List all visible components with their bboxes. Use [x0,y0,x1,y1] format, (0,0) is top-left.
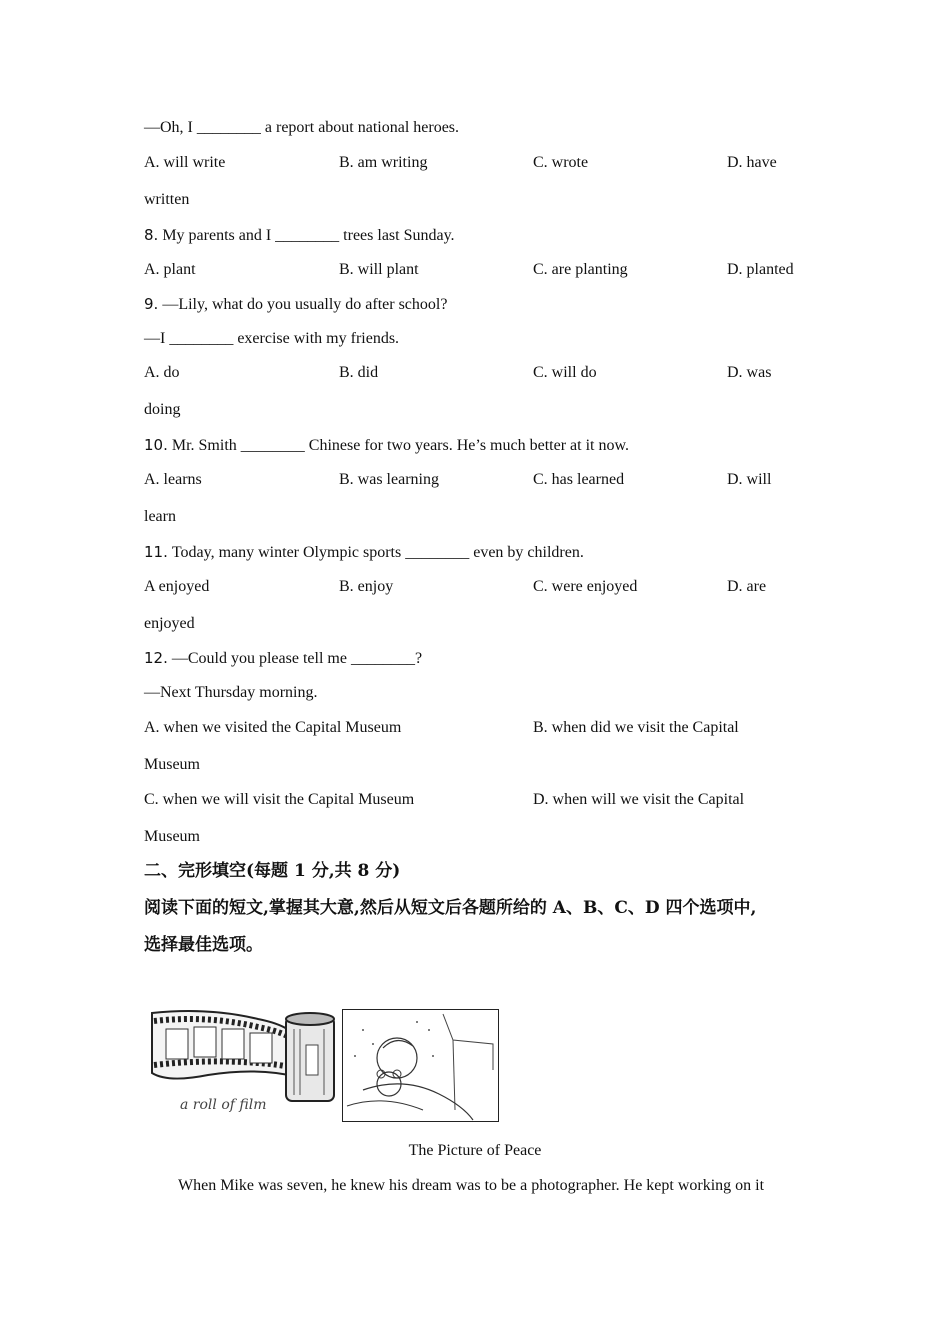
q8-stem-text: My parents and I ________ trees last Sunday. [162,227,455,244]
q11-option-b: B. enjoy [339,578,394,595]
q9-stem [144,294,447,315]
q10-option-b: B. was learning [339,471,439,488]
q11-option-d-wrap: enjoyed [144,615,195,632]
q7-option-d-wrap: written [144,191,190,208]
section-heading: 二、完形填空(每题 1 分,共 8 分) [144,861,401,881]
q10-number: 10. [144,436,168,454]
q12-option-c: C. when we will visit the Capital Museum [144,791,415,808]
q12-option-a: A. when we visited the Capital Museum [144,719,402,736]
passage-title: The Picture of Peace [408,1142,542,1159]
section-instruction-line1: 阅读下面的短文,掌握其大意,然后从短文后各题所给的 A、B、C、D 四个选项中, [144,898,757,918]
q12-option-b-wrap: Museum [144,756,200,773]
film-caption: a roll of film [180,1097,267,1113]
q7-option-a: A. will write [144,154,226,171]
film-roll-illustration [148,1005,340,1123]
q12-stem [144,648,422,669]
q12-option-d: D. when will we visit the Capital [533,791,745,808]
q11-option-d: D. are [727,578,767,595]
q9-stem-line2: —I ________ exercise with my friends. [144,330,400,347]
q11-option-a: A enjoyed [144,578,210,595]
q11-stem [144,542,584,563]
q8-option-b: B. will plant [339,261,419,278]
q12-stem-line2: —Next Thursday morning. [144,684,318,701]
q10-option-d: D. will [727,471,772,488]
q10-option-a: A. learns [144,471,202,488]
q9-option-d: D. was [727,364,772,381]
q9-number: 9. [144,295,159,313]
q8-option-a: A. plant [144,261,196,278]
q9-stem-text: —Lily, what do you usually do after school? [162,296,448,313]
q11-option-c: C. were enjoyed [533,578,638,595]
section-instruction-line2: 选择最佳选项。 [144,935,263,955]
q9-option-a: A. do [144,364,180,381]
q9-option-c: C. will do [533,364,597,381]
q8-stem [144,225,455,246]
q9-option-d-wrap: doing [144,401,181,418]
sleeping-child-illustration [342,1009,499,1122]
q8-number: 8. [144,226,159,244]
sleeping-child-icon [343,1010,498,1121]
q7-option-b: B. am writing [339,154,428,171]
q11-stem-text: Today, many winter Olympic sports ________ even by children. [171,544,584,561]
passage-first-line: When Mike was seven, he knew his dream was to be a photographer. He kept working on it [178,1177,765,1194]
q9-option-b: B. did [339,364,379,381]
q11-number: 11. [144,543,168,561]
q8-option-d: D. planted [727,261,794,278]
q10-option-c: C. has learned [533,471,625,488]
q10-stem [144,435,629,456]
q8-option-c: C. are planting [533,261,628,278]
q7-stem-line2: —Oh, I ________ a report about national heroes. [144,119,460,136]
q7-option-d: D. have [727,154,777,171]
q12-option-b: B. when did we visit the Capital [533,719,739,736]
q12-stem-text: —Could you please tell me ________? [171,650,423,667]
q7-option-c: C. wrote [533,154,589,171]
q12-number: 12. [144,649,168,667]
q10-option-d-wrap: learn [144,508,176,525]
q12-option-d-wrap: Museum [144,828,200,845]
q10-stem-text: Mr. Smith ________ Chinese for two years. He’s much better at it now. [171,437,629,454]
